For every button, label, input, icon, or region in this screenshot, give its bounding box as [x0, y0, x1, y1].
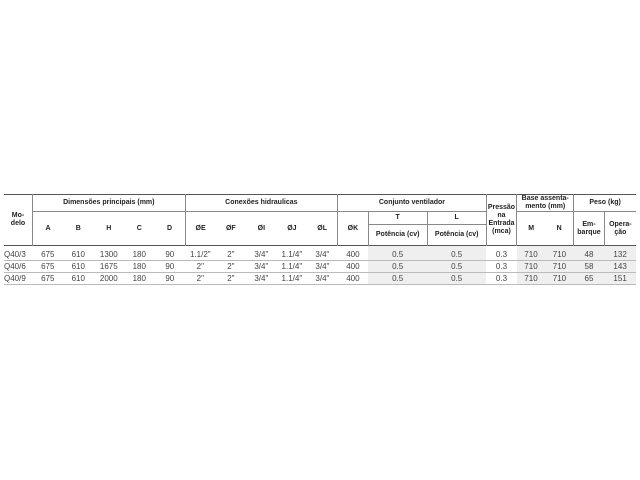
header-col-h: H: [106, 224, 112, 232]
table-cell: 610: [71, 262, 85, 271]
table-cell: 65: [574, 273, 605, 285]
header-col-d: D: [155, 212, 186, 246]
table-cell: 3/4": [254, 250, 269, 259]
table-cell: 2": [227, 274, 235, 283]
table-cell: 710: [517, 246, 545, 261]
header-peso: Peso (kg): [574, 195, 636, 212]
table-cell: 610: [71, 274, 85, 283]
header-operacao: Opera- ção: [609, 220, 632, 236]
header-dimensoes: Dimensões principais (mm): [32, 195, 185, 212]
header-col-b: B: [75, 224, 81, 232]
table-cell: 0.5: [368, 261, 427, 273]
table-cell: 400: [346, 274, 360, 283]
table-row: [4, 273, 636, 285]
table-cell: 180: [132, 274, 146, 283]
header-col-e: ØE: [195, 224, 206, 232]
table-row: [4, 246, 636, 261]
table-cell: 0.3: [495, 250, 508, 259]
table-cell: 1.1/4": [281, 274, 303, 283]
table-cell: 1.1/4": [281, 262, 303, 271]
header-col-l: ØL: [307, 212, 338, 246]
table-cell: 400: [346, 250, 360, 259]
table-cell: 3/4": [315, 250, 330, 259]
table-cell: 675: [41, 274, 55, 283]
table-cell: 151: [604, 273, 636, 285]
table-cell: 132: [604, 246, 636, 261]
header-col-n: N: [545, 212, 573, 246]
table-cell: 0.5: [427, 261, 486, 273]
header-potencia-t: Potência (cv): [368, 225, 427, 246]
header-conexoes: Conexões hidraulicas: [185, 195, 338, 212]
table-cell: 710: [517, 273, 545, 285]
table-cell: 710: [517, 261, 545, 273]
table-cell: 90: [165, 262, 175, 271]
table-cell: 2": [196, 274, 204, 283]
table-cell: 0.5: [368, 246, 427, 261]
table-cell: 2": [196, 262, 204, 271]
table-cell: 710: [545, 261, 573, 273]
table-cell: 610: [71, 250, 85, 259]
table-cell: 0.3: [495, 274, 508, 283]
table-cell: 2": [227, 250, 235, 259]
table-cell: 3/4": [254, 262, 269, 271]
table-cell: 0.5: [427, 246, 486, 261]
header-col-a: A: [45, 224, 51, 232]
table-cell: 143: [604, 261, 636, 273]
table-row: [4, 261, 636, 273]
header-l: L: [427, 212, 486, 225]
table-cell: 0.5: [368, 273, 427, 285]
table-cell: 90: [165, 250, 175, 259]
header-modelo: Mo- delo: [4, 195, 32, 246]
table-cell: 710: [545, 246, 573, 261]
table-cell: 2000: [99, 274, 118, 283]
table-cell: 0.3: [495, 262, 508, 271]
table-cell: 90: [165, 274, 175, 283]
model-cell: Q40/3: [4, 250, 26, 259]
spec-table-body: [4, 246, 636, 285]
header-base: Base assenta- mento (mm): [517, 195, 574, 212]
table-cell: 400: [346, 262, 360, 271]
header-pressao: Pressão na Entrada (mca): [486, 195, 517, 246]
table-cell: 1.1/4": [281, 250, 303, 259]
table-cell: 58: [574, 261, 605, 273]
model-cell: Q40/9: [4, 274, 26, 283]
table-cell: 3/4": [315, 262, 330, 271]
table-cell: 0.5: [427, 273, 486, 285]
header-col-f: ØF: [225, 224, 236, 232]
table-cell: 675: [41, 262, 55, 271]
table-cell: 710: [545, 273, 573, 285]
header-col-c: C: [136, 224, 142, 232]
header-col-j: ØJ: [287, 224, 297, 232]
table-cell: 3/4": [254, 274, 269, 283]
header-t: T: [368, 212, 427, 225]
table-cell: 1675: [99, 262, 118, 271]
header-embarque: Em- barque: [574, 212, 605, 246]
table-cell: 1300: [99, 250, 118, 259]
table-cell: 1.1/2": [190, 250, 211, 259]
header-col-m: M: [528, 224, 535, 232]
header-ventilador: Conjunto ventilador: [338, 195, 487, 212]
table-cell: 2": [227, 262, 235, 271]
table-cell: 48: [574, 246, 605, 261]
model-cell: Q40/6: [4, 262, 26, 271]
table-cell: 3/4": [315, 274, 330, 283]
header-potencia-l: Potência (cv): [427, 225, 486, 246]
header-col-k: ØK: [347, 224, 359, 232]
spec-table: [4, 194, 636, 285]
table-cell: 180: [132, 250, 146, 259]
spec-table-container: [4, 194, 636, 285]
table-cell: 180: [132, 262, 146, 271]
header-col-i: ØI: [257, 224, 266, 232]
table-cell: 675: [41, 250, 55, 259]
